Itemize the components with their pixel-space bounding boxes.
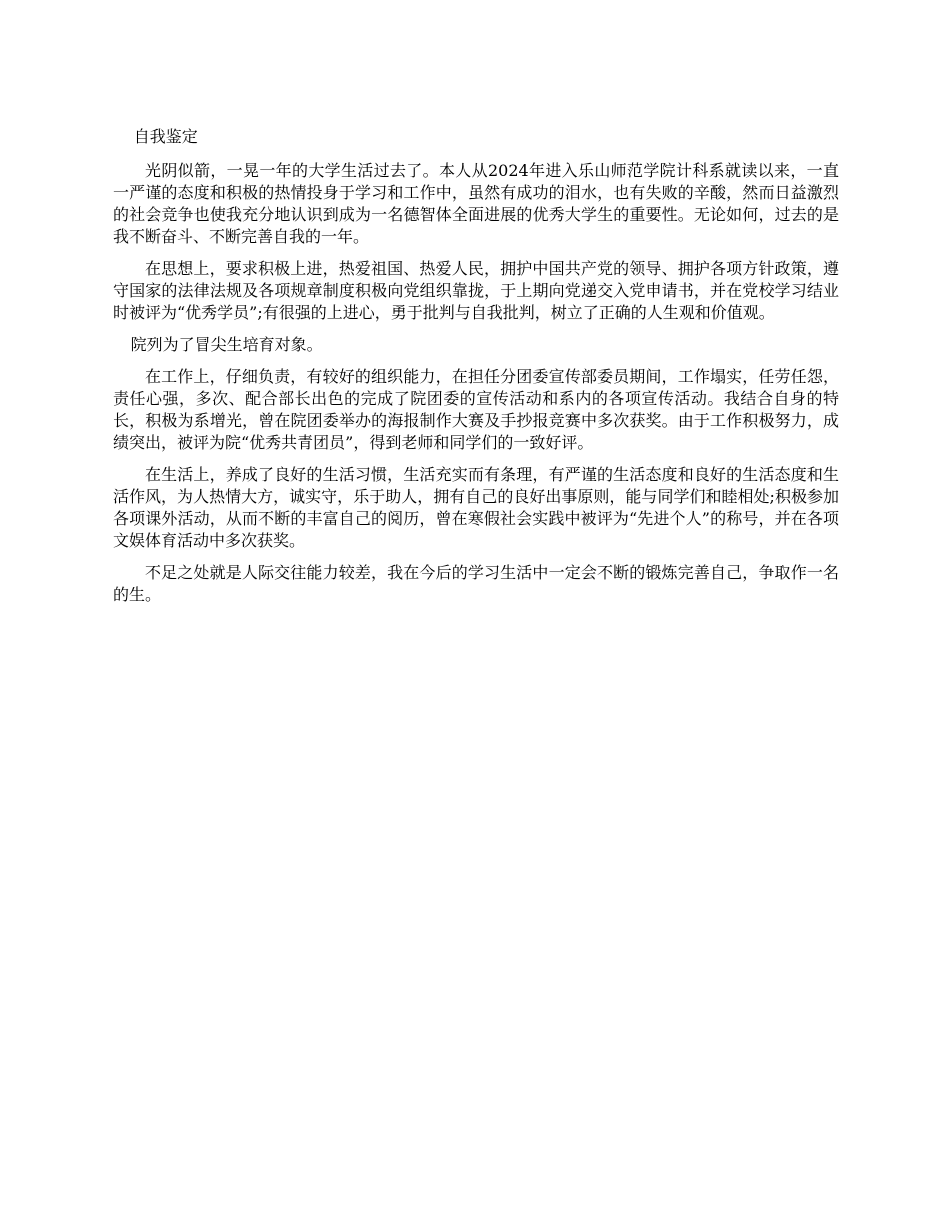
paragraph-shortcomings: 不足之处就是人际交往能力较差，我在今后的学习生活中一定会不断的锻炼完善自己，争取作一名的生。	[113, 563, 839, 604]
paragraph-intro: 光阴似箭，一晃一年的大学生活过去了。本人从2024年进入乐山师范学院计科系就读以来，一直一严谨的态度和积极的热情投身于学习和工作中，虽然有成功的泪水，也有失败的辛酸，然而日益激烈的社会竞争也使我充分地认识到成为一名德智体全面进展的优秀大学生的重要性。无论如何，过去的是我不断奋斗、不断完善自我的一年。	[113, 161, 839, 246]
paragraph-work: 在工作上，仔细负责，有较好的组织能力，在担任分团委宣传部委员期间，工作塌实，任劳任怨，责任心强，多次、配合部长出色的完成了院团委的宣传活动和系内的各项宣传活动。我结合自身的特长，积极为系增光，曾在院团委举办的海报制作大赛及手抄报竞赛中多次获奖。由于工作积极努力，成绩突出，被评为院“优秀共青团员”，得到老师和同学们的一致好评。	[113, 367, 839, 452]
document-page	[113, 126, 839, 616]
paragraph-selection-note: 院列为了冒尖生培育对象。	[130, 335, 323, 354]
paragraph-ideology: 在思想上，要求积极上进，热爱祖国、热爱人民，拥护中国共产党的领导、拥护各项方针政策，遵守国家的法律法规及各项规章制度积极向党组织靠拢，于上期向党递交入党申请书，并在党校学习结业时被评为“优秀学员”;有很强的上进心，勇于批判与自我批判，树立了正确的人生观和价值观。	[113, 259, 839, 322]
document-title: 自我鉴定	[133, 127, 198, 146]
paragraph-life: 在生活上，养成了良好的生活习惯，生活充实而有条理，有严谨的生活态度和良好的生活态度和生活作风，为人热情大方，诚实守，乐于助人，拥有自己的良好出事原则，能与同学们和睦相处;积极参加各项课外活动，从而不断的丰富自己的阅历，曾在寒假社会实践中被评为“先进个人”的称号，并在各项文娱体育活动中多次获奖。	[113, 465, 839, 550]
